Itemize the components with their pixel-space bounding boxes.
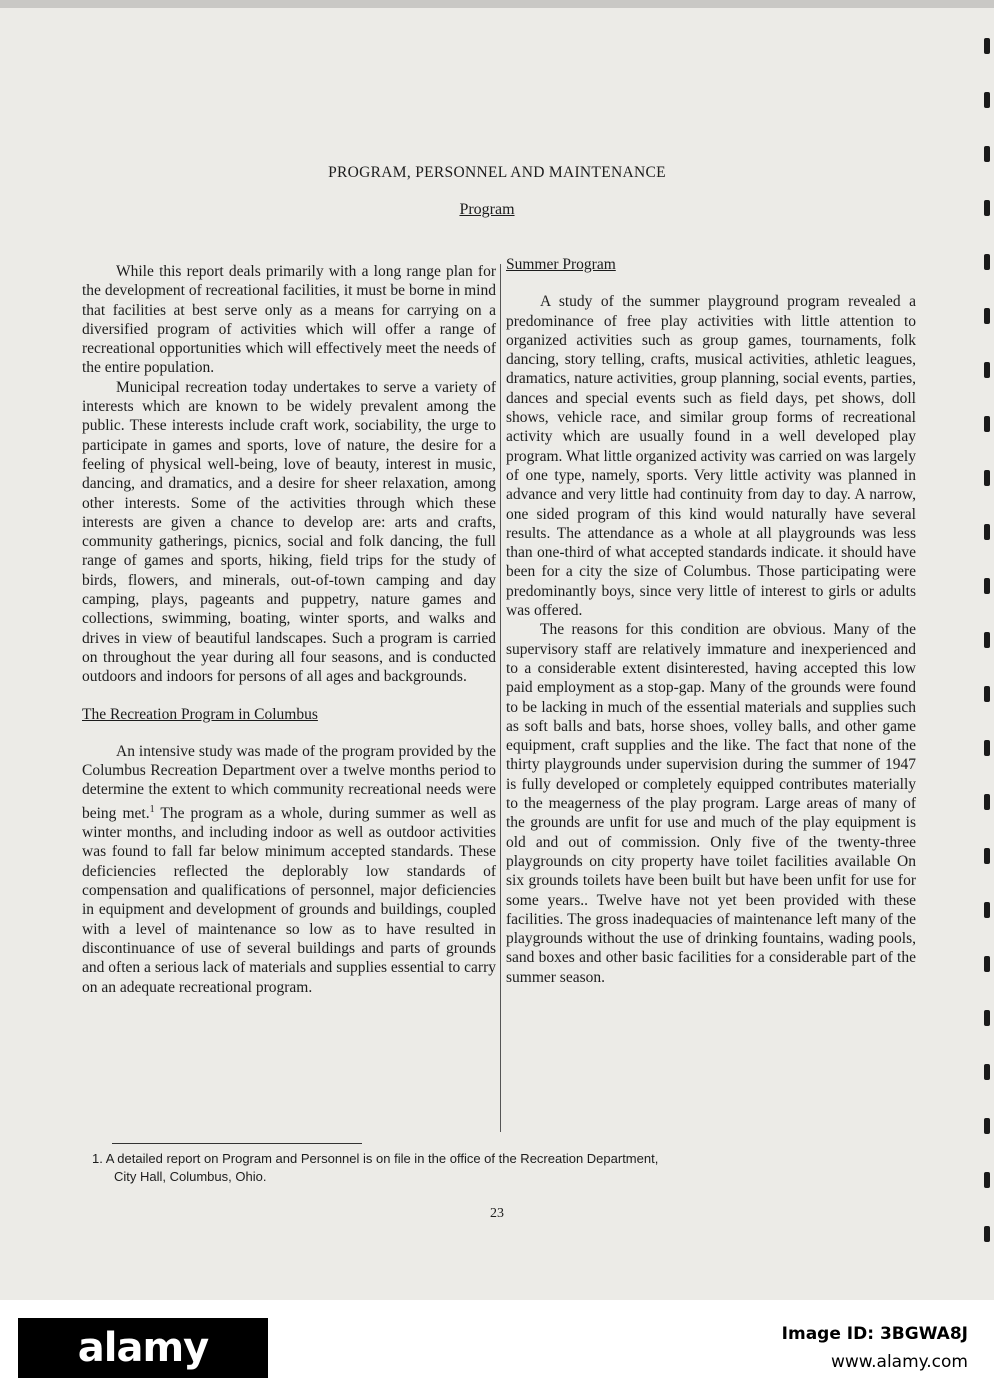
binding-ring: [984, 146, 990, 162]
stock-url: www.alamy.com: [830, 1352, 968, 1372]
binding-ring: [984, 200, 990, 216]
binding-ring: [984, 848, 990, 864]
binding-ring: [984, 1010, 990, 1026]
paragraph: The reasons for this condition are obvious. Many of the supervisory staff are relatively immature and inexperienced and to a considerable extent disinterested, having accepted this low paid employment as a stop-gap. Many of the grounds were found to be lacking in much of the essential materials and supplies such as soft balls and bats, horse shoes, volley balls, and other game equipment, craft supplies and the like. The fact that none of the thirty playgrounds under supervision during the summer of 1947 is fully developed or completely equipped contributes materially to the meagerness of the play program. Large areas of many of the grounds are unfit for use and much of the play equipment is old and out of commission. Only five of the twenty-three playgrounds on city property have toilet facilities available On six grounds toilets have been built but have been unfit for use for some years.. Twelve have not yet been provided with these facilities. The gross inadequacies of maintenance left many of the playgrounds without the use of drinking fountains, wading pools, sand boxes and other basic facilities for a considerable part of the summer season.: [506, 621, 916, 986]
binding-ring: [984, 254, 990, 270]
paragraph-text: An intensive study was made of the program provided by the Columbus Recreation Department over a twelve months period to determine the extent to which community recreational needs were being met.: [82, 742, 496, 822]
binding-ring: [984, 578, 990, 594]
binding-ring: [984, 1064, 990, 1080]
section-title: [0, 201, 974, 219]
binding-ring: [984, 416, 990, 432]
watermark-logo: alamy: [18, 1318, 268, 1378]
binding-ring: [984, 38, 990, 54]
binding-ring: [984, 902, 990, 918]
paragraph-text: The program as a whole, during summer as well as winter months, and including indoor as well as outdoor activities was found to fall far below minimum accepted standards. These deficiencies reflected the deplorably low standards of compensation and qualifications of personnel, major deficiencies in equipment and development of grounds and buildings, coupled with a level of maintenance so low as to have resulted in discontinuance of use of several buildings and parts of grounds and often a serious lack of materials and supplies essential to carry on an adequate recreational program.: [82, 804, 496, 996]
image-id: Image ID: 3BGWA8J: [781, 1324, 968, 1344]
paragraph: A study of the summer playground program revealed a predominance of free play activities with little attention to organized activities such as group games, tournaments, folk dancing, story telling, crafts, musical activities, athletic leagues, dramatics, nature activities, group planning, social events, parties, dances and special events such as field days, pet shows, doll shows, vehicle race, and similar group forms of recreational activity which are usually found in a well developed play program. What little organized activity was carried on was largely of one type, namely, sports. Very little activity was planned in advance and very little had continuity from day to day. A narrow, one sided program of this kind would naturally have several results. The attendance as a whole at all playgrounds was less than one-third of what accepted standards indicate. it should have been for a city the size of Columbus. Those participating were predominantly boys, since very little of interest to girls or adults was offered.: [506, 293, 916, 620]
scan-edge: [0, 0, 994, 8]
footnote-line: 1. A detailed report on Program and Personnel is on file in the office of the Recreation Department,: [92, 1151, 659, 1166]
binding-ring: [984, 956, 990, 972]
left-column: [82, 262, 496, 997]
binding-ring: [984, 92, 990, 108]
binding-ring: [984, 1172, 990, 1188]
subsection-heading-recreation-program: The Recreation Program in Columbus: [82, 705, 318, 723]
page-number: 23: [490, 1206, 504, 1221]
page-title: PROGRAM, PERSONNEL AND MAINTENANCE: [328, 164, 666, 181]
footnote-rule: [112, 1143, 362, 1144]
binding-ring: [984, 632, 990, 648]
column-divider: [500, 264, 501, 1132]
binding-ring: [984, 470, 990, 486]
binding-ring: [984, 308, 990, 324]
footnote-marker: 1: [149, 803, 155, 815]
footnote: [92, 1150, 952, 1186]
right-column: [506, 255, 916, 987]
paragraph: Municipal recreation today undertakes to serve a variety of interests which are known to be widely prevalent among the public. These interests include craft work, sociability, the urge to participate in games and sports, love of nature, the desire for a feeling of physical well-being, love of beauty, interest in music, dancing, and dramatics, and a desire for sheer relaxation, among other interests. Some of the activities through which these interests are given a chance to develop are: arts and crafts, community gatherings, picnics, social and folk dancing, the full range of games and sports, hiking, field trips for the study of birds, flowers, and minerals, out-of-town camping and day camping, plays, pageants and puppetry, nature games and collections, swimming, boating, winter sports, and walks and drives in view of beautiful landscapes. Such a program is carried on throughout the year during all four seasons, and is conducted outdoors and indoors for persons of all ages and backgrounds.: [82, 378, 496, 686]
footnote-line: City Hall, Columbus, Ohio.: [114, 1169, 267, 1184]
subsection-heading-summer-program: Summer Program: [506, 256, 616, 273]
binding-ring: [984, 794, 990, 810]
paragraph: [82, 742, 496, 997]
binding-ring: [984, 686, 990, 702]
binding-ring: [984, 362, 990, 378]
binding-ring: [984, 1118, 990, 1134]
binding-ring: [984, 1226, 990, 1242]
binding-ring: [984, 524, 990, 540]
binding-ring: [984, 740, 990, 756]
section-title-text: Program: [459, 201, 515, 218]
paragraph: While this report deals primarily with a long range plan for the development of recreational facilities, it must be borne in mind that facilities at best serve only as a means for carrying on a diversified program of activities which will offer a range of recreational opportunities which will effectively meet the needs of the entire population.: [82, 263, 496, 377]
